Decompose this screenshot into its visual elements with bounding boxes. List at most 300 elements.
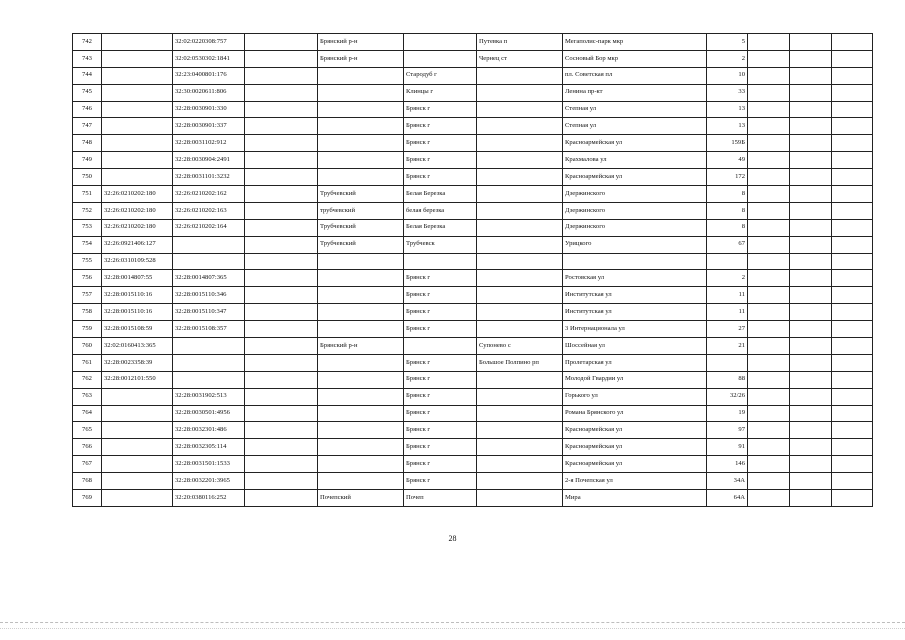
cell-empty — [790, 236, 832, 253]
settlement-cell — [477, 186, 563, 203]
city-cell — [404, 338, 477, 355]
table-row — [73, 34, 873, 51]
cell-empty — [790, 84, 832, 101]
table-row — [73, 422, 873, 439]
house-number-cell: 91 — [707, 439, 748, 456]
cell-empty — [748, 219, 790, 236]
register-table — [72, 33, 873, 507]
cadastral-number-parcel — [102, 473, 173, 490]
district-cell: Брянский р-н — [318, 34, 404, 51]
house-number-cell — [707, 354, 748, 371]
cell-empty — [790, 34, 832, 51]
cadastral-number-parcel — [102, 135, 173, 152]
cell-empty — [245, 253, 318, 270]
settlement-cell — [477, 304, 563, 321]
street-cell: пл. Советская пл — [563, 67, 707, 84]
city-cell: Почеп — [404, 490, 477, 507]
cell-empty — [748, 321, 790, 338]
cell-empty — [748, 354, 790, 371]
house-number-cell: 21 — [707, 338, 748, 355]
table-row — [73, 186, 873, 203]
district-cell — [318, 169, 404, 186]
cell-empty — [748, 405, 790, 422]
cell-empty — [832, 84, 873, 101]
district-cell — [318, 422, 404, 439]
city-cell: Брянск г — [404, 405, 477, 422]
row-number: 752 — [73, 202, 102, 219]
table-row — [73, 169, 873, 186]
cell-empty — [245, 50, 318, 67]
district-cell: Трубчевский — [318, 186, 404, 203]
street-cell: Мира — [563, 490, 707, 507]
cadastral-number-parcel — [102, 388, 173, 405]
cadastral-number-object: 32:28:0030501:4956 — [173, 405, 245, 422]
table-row — [73, 135, 873, 152]
cell-empty — [832, 253, 873, 270]
cell-empty — [245, 422, 318, 439]
district-cell: Трубчевский — [318, 236, 404, 253]
settlement-cell — [477, 84, 563, 101]
cell-empty — [748, 50, 790, 67]
table-row — [73, 287, 873, 304]
house-number-cell: 11 — [707, 304, 748, 321]
city-cell: Брянск г — [404, 270, 477, 287]
row-number: 754 — [73, 236, 102, 253]
cell-empty — [832, 388, 873, 405]
table-row — [73, 405, 873, 422]
settlement-cell — [477, 270, 563, 287]
settlement-cell — [477, 253, 563, 270]
house-number-cell: 97 — [707, 422, 748, 439]
street-cell: Ленина пр-кт — [563, 84, 707, 101]
cadastral-number-parcel: 32:02:0160413:365 — [102, 338, 173, 355]
settlement-cell — [477, 456, 563, 473]
district-cell — [318, 152, 404, 169]
house-number-cell: 13 — [707, 118, 748, 135]
settlement-cell — [477, 439, 563, 456]
district-cell — [318, 287, 404, 304]
street-cell: Крахмалова ул — [563, 152, 707, 169]
settlement-cell — [477, 422, 563, 439]
row-number: 755 — [73, 253, 102, 270]
cell-empty — [832, 439, 873, 456]
city-cell: Брянск г — [404, 354, 477, 371]
row-number: 765 — [73, 422, 102, 439]
cell-empty — [790, 456, 832, 473]
cell-empty — [748, 135, 790, 152]
city-cell: Брянск г — [404, 169, 477, 186]
city-cell: Трубчевск — [404, 236, 477, 253]
street-cell: Романа Брянского ул — [563, 405, 707, 422]
table-row — [73, 152, 873, 169]
table-row — [73, 219, 873, 236]
cell-empty — [832, 473, 873, 490]
cadastral-number-object: 32:26:0210202:164 — [173, 219, 245, 236]
row-number: 748 — [73, 135, 102, 152]
cell-empty — [245, 34, 318, 51]
house-number-cell: 2 — [707, 50, 748, 67]
table-row — [73, 253, 873, 270]
cell-empty — [832, 135, 873, 152]
row-number: 745 — [73, 84, 102, 101]
cell-empty — [245, 405, 318, 422]
cell-empty — [245, 270, 318, 287]
city-cell: Брянск г — [404, 321, 477, 338]
cadastral-number-object — [173, 371, 245, 388]
cell-empty — [245, 236, 318, 253]
cell-empty — [790, 439, 832, 456]
cell-empty — [748, 371, 790, 388]
cell-empty — [748, 270, 790, 287]
table-row — [73, 304, 873, 321]
street-cell: 2-я Почепская ул — [563, 473, 707, 490]
city-cell: Белая Березка — [404, 186, 477, 203]
cell-empty — [748, 456, 790, 473]
table-row — [73, 321, 873, 338]
district-cell: Почепский — [318, 490, 404, 507]
house-number-cell: 64А — [707, 490, 748, 507]
cell-empty — [245, 321, 318, 338]
table-row — [73, 439, 873, 456]
cadastral-number-object — [173, 253, 245, 270]
cell-empty — [790, 135, 832, 152]
row-number: 757 — [73, 287, 102, 304]
street-cell: Сосновый Бор мкр — [563, 50, 707, 67]
cadastral-number-parcel — [102, 50, 173, 67]
cell-empty — [748, 304, 790, 321]
cell-empty — [245, 304, 318, 321]
settlement-cell — [477, 67, 563, 84]
row-number: 759 — [73, 321, 102, 338]
cell-empty — [790, 490, 832, 507]
district-cell: трубчевский — [318, 202, 404, 219]
cadastral-number-parcel — [102, 34, 173, 51]
street-cell: Горького ул — [563, 388, 707, 405]
settlement-cell — [477, 135, 563, 152]
cell-empty — [832, 304, 873, 321]
cell-empty — [245, 354, 318, 371]
cell-empty — [748, 253, 790, 270]
row-number: 761 — [73, 354, 102, 371]
cell-empty — [245, 67, 318, 84]
cadastral-number-parcel: 32:26:0210202:180 — [102, 186, 173, 203]
street-cell: Урицкого — [563, 236, 707, 253]
settlement-cell — [477, 118, 563, 135]
table-row — [73, 101, 873, 118]
cell-empty — [832, 405, 873, 422]
cell-empty — [832, 186, 873, 203]
settlement-cell — [477, 202, 563, 219]
district-cell — [318, 101, 404, 118]
settlement-cell — [477, 371, 563, 388]
cell-empty — [832, 354, 873, 371]
settlement-cell — [477, 490, 563, 507]
row-number: 760 — [73, 338, 102, 355]
district-cell — [318, 270, 404, 287]
cadastral-number-object: 32:28:0015108:357 — [173, 321, 245, 338]
cadastral-number-parcel — [102, 490, 173, 507]
street-cell: Ростовская ул — [563, 270, 707, 287]
cell-empty — [245, 338, 318, 355]
city-cell: Брянск г — [404, 118, 477, 135]
district-cell: Брянский р-н — [318, 50, 404, 67]
cell-empty — [832, 270, 873, 287]
district-cell — [318, 253, 404, 270]
cell-empty — [245, 371, 318, 388]
house-number-cell: 88 — [707, 371, 748, 388]
city-cell: Брянск г — [404, 371, 477, 388]
table-row — [73, 456, 873, 473]
table-row — [73, 118, 873, 135]
cell-empty — [748, 422, 790, 439]
cell-empty — [748, 34, 790, 51]
table-row — [73, 270, 873, 287]
district-cell — [318, 67, 404, 84]
page-number: 28 — [448, 534, 457, 543]
cadastral-number-parcel: 32:28:0015110:16 — [102, 304, 173, 321]
house-number-cell: 13 — [707, 101, 748, 118]
street-cell: Красноармейская ул — [563, 169, 707, 186]
row-number: 747 — [73, 118, 102, 135]
cell-empty — [748, 152, 790, 169]
cell-empty — [790, 186, 832, 203]
cell-empty — [245, 388, 318, 405]
row-number: 758 — [73, 304, 102, 321]
cadastral-number-object: 32:26:0210202:162 — [173, 186, 245, 203]
row-number: 756 — [73, 270, 102, 287]
cadastral-number-object: 32:28:0030904:2491 — [173, 152, 245, 169]
cell-empty — [748, 101, 790, 118]
table-row — [73, 236, 873, 253]
table-row — [73, 202, 873, 219]
cell-empty — [748, 202, 790, 219]
cell-empty — [832, 422, 873, 439]
house-number-cell: 27 — [707, 321, 748, 338]
cell-empty — [790, 473, 832, 490]
settlement-cell — [477, 388, 563, 405]
table-row — [73, 388, 873, 405]
cell-empty — [245, 135, 318, 152]
house-number-cell: 2 — [707, 270, 748, 287]
district-cell — [318, 456, 404, 473]
cell-empty — [790, 152, 832, 169]
cell-empty — [832, 338, 873, 355]
cell-empty — [832, 50, 873, 67]
cell-empty — [790, 388, 832, 405]
cell-empty — [245, 490, 318, 507]
cadastral-number-parcel — [102, 422, 173, 439]
house-number-cell: 159Б — [707, 135, 748, 152]
cadastral-number-parcel: 32:28:0023358:39 — [102, 354, 173, 371]
cell-empty — [832, 118, 873, 135]
table-row — [73, 338, 873, 355]
row-number: 744 — [73, 67, 102, 84]
table-body — [73, 34, 873, 507]
settlement-cell: Супонево с — [477, 338, 563, 355]
cell-empty — [748, 338, 790, 355]
cell-empty — [748, 490, 790, 507]
district-cell: Трубчевский — [318, 219, 404, 236]
cadastral-number-parcel: 32:28:0015108:59 — [102, 321, 173, 338]
city-cell: Стародуб г — [404, 67, 477, 84]
settlement-cell — [477, 236, 563, 253]
cadastral-number-object: 32:28:0030901:330 — [173, 101, 245, 118]
house-number-cell: 67 — [707, 236, 748, 253]
settlement-cell — [477, 152, 563, 169]
street-cell: Институтская ул — [563, 304, 707, 321]
cell-empty — [832, 236, 873, 253]
cell-empty — [245, 186, 318, 203]
cell-empty — [748, 439, 790, 456]
cell-empty — [748, 287, 790, 304]
street-cell — [563, 253, 707, 270]
street-cell: Дзержинского — [563, 202, 707, 219]
cadastral-number-parcel: 32:26:0310109:528 — [102, 253, 173, 270]
city-cell — [404, 50, 477, 67]
row-number: 751 — [73, 186, 102, 203]
city-cell: Белая Березка — [404, 219, 477, 236]
settlement-cell: Путевка п — [477, 34, 563, 51]
district-cell — [318, 388, 404, 405]
settlement-cell — [477, 169, 563, 186]
house-number-cell: 5 — [707, 34, 748, 51]
cell-empty — [245, 84, 318, 101]
street-cell: Красноармейская ул — [563, 135, 707, 152]
street-cell: Степная ул — [563, 118, 707, 135]
cell-empty — [748, 236, 790, 253]
cadastral-number-object — [173, 354, 245, 371]
cell-empty — [790, 287, 832, 304]
settlement-cell: Чернец ст — [477, 50, 563, 67]
cell-empty — [790, 101, 832, 118]
district-cell — [318, 354, 404, 371]
cell-empty — [790, 422, 832, 439]
district-cell — [318, 304, 404, 321]
cell-empty — [832, 101, 873, 118]
cell-empty — [790, 321, 832, 338]
cadastral-number-object — [173, 338, 245, 355]
table-row — [73, 354, 873, 371]
city-cell: Брянск г — [404, 473, 477, 490]
cell-empty — [748, 388, 790, 405]
table-row — [73, 84, 873, 101]
row-number: 766 — [73, 439, 102, 456]
settlement-cell — [477, 405, 563, 422]
settlement-cell — [477, 321, 563, 338]
row-number: 750 — [73, 169, 102, 186]
cadastral-number-object: 32:23:0400801:176 — [173, 67, 245, 84]
cell-empty — [245, 152, 318, 169]
table-row — [73, 50, 873, 67]
cell-empty — [245, 439, 318, 456]
cadastral-number-parcel: 32:28:0015110:16 — [102, 287, 173, 304]
city-cell: Брянск г — [404, 388, 477, 405]
cadastral-number-parcel: 32:26:0210202:180 — [102, 202, 173, 219]
row-number: 753 — [73, 219, 102, 236]
cell-empty — [245, 118, 318, 135]
cell-empty — [832, 287, 873, 304]
table-row — [73, 473, 873, 490]
house-number-cell: 8 — [707, 202, 748, 219]
cadastral-number-object: 32:02:0530302:1841 — [173, 50, 245, 67]
cadastral-number-parcel: 32:28:0014807:55 — [102, 270, 173, 287]
settlement-cell — [477, 287, 563, 304]
cell-empty — [245, 456, 318, 473]
street-cell: Мегаполис-парк мкр — [563, 34, 707, 51]
scan-artifact-line — [0, 628, 905, 629]
city-cell: Брянск г — [404, 456, 477, 473]
settlement-cell: Большое Полпино рп — [477, 354, 563, 371]
street-cell: Красноармейская ул — [563, 456, 707, 473]
cell-empty — [790, 253, 832, 270]
row-number: 749 — [73, 152, 102, 169]
city-cell — [404, 34, 477, 51]
cadastral-number-object: 32:28:0032301:486 — [173, 422, 245, 439]
house-number-cell: 146 — [707, 456, 748, 473]
district-cell — [318, 118, 404, 135]
house-number-cell: 172 — [707, 169, 748, 186]
row-number: 769 — [73, 490, 102, 507]
district-cell — [318, 473, 404, 490]
city-cell: Брянск г — [404, 135, 477, 152]
district-cell — [318, 371, 404, 388]
house-number-cell: 8 — [707, 186, 748, 203]
cell-empty — [790, 371, 832, 388]
district-cell — [318, 84, 404, 101]
cell-empty — [748, 84, 790, 101]
cadastral-number-object: 32:26:0210202:163 — [173, 202, 245, 219]
settlement-cell — [477, 473, 563, 490]
street-cell: Дзержинского — [563, 186, 707, 203]
cadastral-number-parcel: 32:28:0012101:550 — [102, 371, 173, 388]
cell-empty — [748, 118, 790, 135]
district-cell — [318, 439, 404, 456]
cadastral-number-parcel — [102, 67, 173, 84]
house-number-cell: 10 — [707, 67, 748, 84]
cell-empty — [245, 287, 318, 304]
cell-empty — [245, 101, 318, 118]
cadastral-number-parcel — [102, 169, 173, 186]
house-number-cell: 32/26 — [707, 388, 748, 405]
row-number: 742 — [73, 34, 102, 51]
street-cell: Шоссейная ул — [563, 338, 707, 355]
cadastral-number-parcel — [102, 405, 173, 422]
house-number-cell: 11 — [707, 287, 748, 304]
cadastral-number-object: 32:28:0031102:912 — [173, 135, 245, 152]
cell-empty — [832, 34, 873, 51]
city-cell: Брянск г — [404, 304, 477, 321]
cell-empty — [245, 219, 318, 236]
house-number-cell: 19 — [707, 405, 748, 422]
row-number: 746 — [73, 101, 102, 118]
settlement-cell — [477, 219, 563, 236]
district-cell — [318, 321, 404, 338]
cell-empty — [790, 338, 832, 355]
house-number-cell: 49 — [707, 152, 748, 169]
city-cell: Брянск г — [404, 287, 477, 304]
cell-empty — [748, 169, 790, 186]
table-row — [73, 67, 873, 84]
street-cell: Дзержинского — [563, 219, 707, 236]
street-cell: Молодой Гвардии ул — [563, 371, 707, 388]
row-number: 768 — [73, 473, 102, 490]
cadastral-number-object: 32:28:0031501:1533 — [173, 456, 245, 473]
house-number-cell — [707, 253, 748, 270]
scan-artifact-line — [0, 622, 905, 623]
city-cell: Брянск г — [404, 101, 477, 118]
row-number: 762 — [73, 371, 102, 388]
cadastral-number-parcel: 32:26:0210202:180 — [102, 219, 173, 236]
